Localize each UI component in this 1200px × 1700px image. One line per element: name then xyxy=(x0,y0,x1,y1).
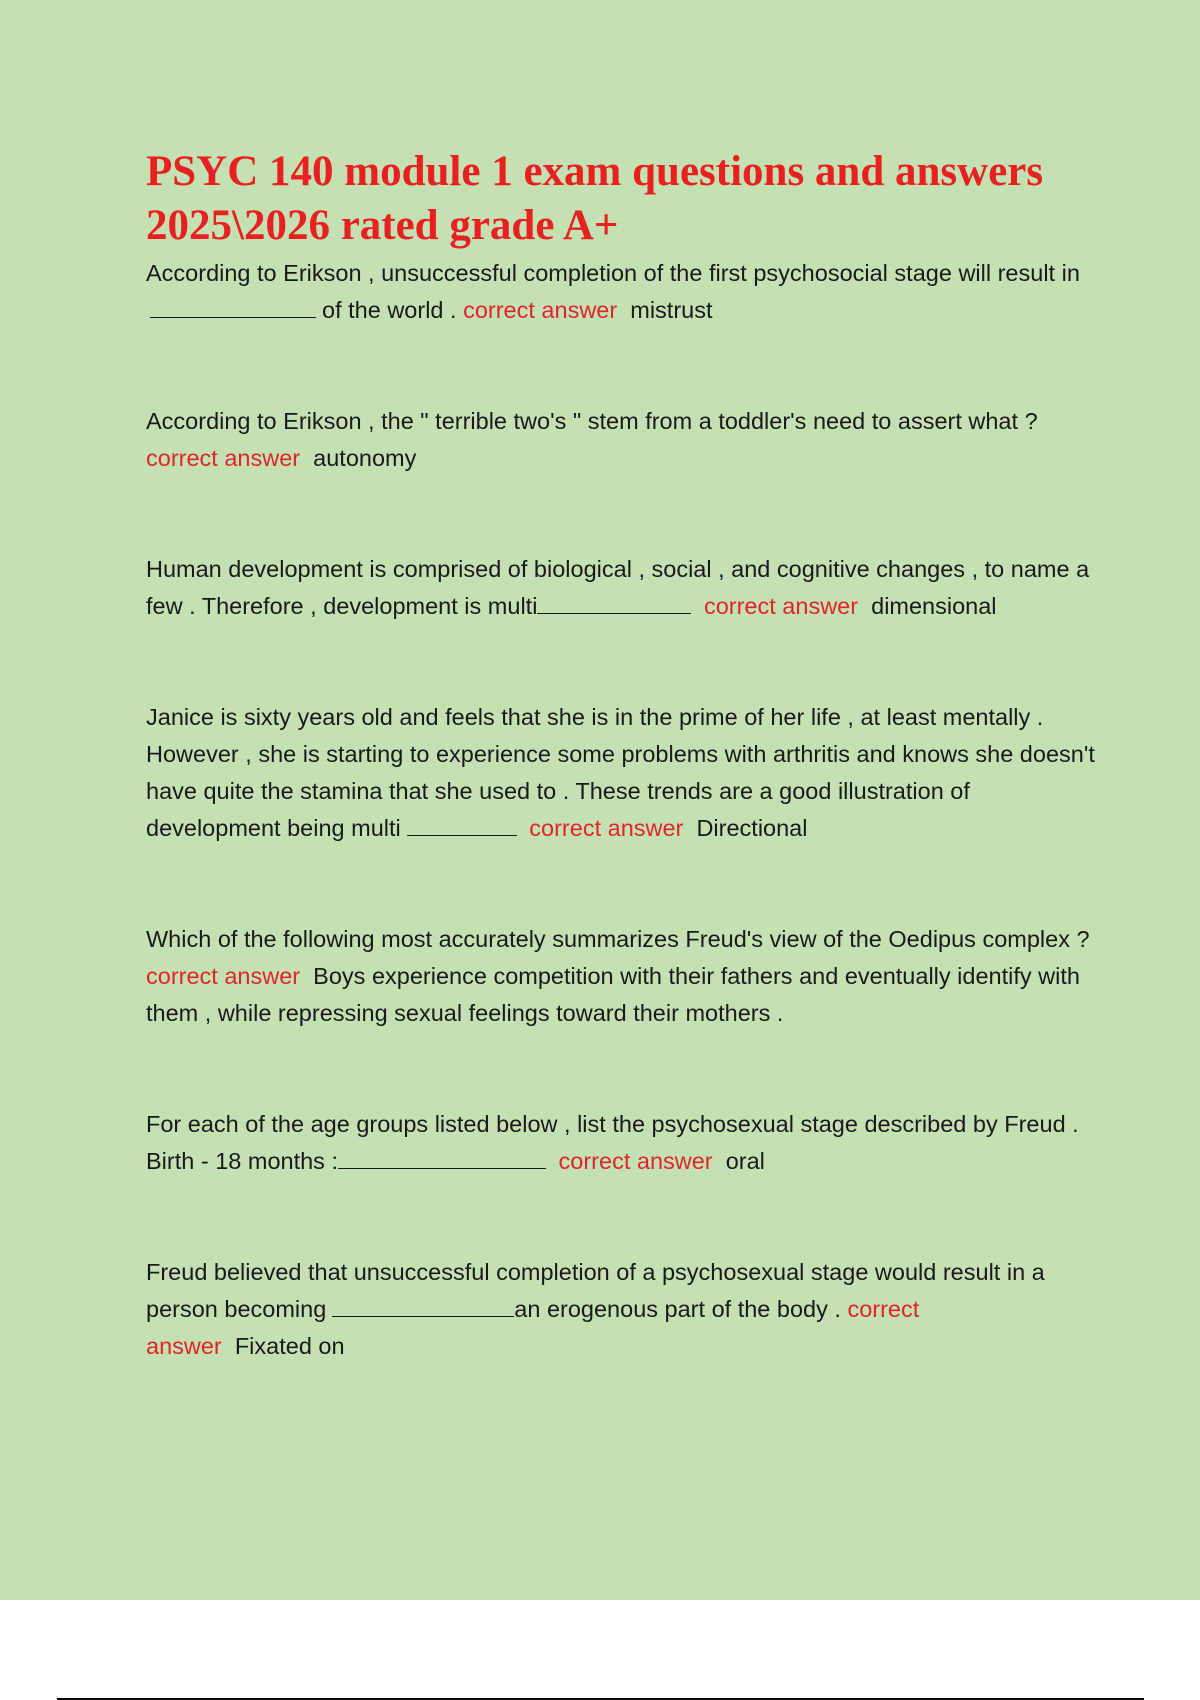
answer-blank xyxy=(537,593,691,614)
question-item xyxy=(146,403,1096,477)
question-text-continued: of the world . xyxy=(322,297,457,323)
question-item xyxy=(146,1254,1096,1365)
question-text: Janice is sixty years old and feels that she is in the prime of her life , at least mentally . However , she is starting to experience some problems with arthritis and knows she doesn't have quite the stamina that she used to . These trends are a good illustration of development being multi xyxy=(146,704,1095,841)
question-item xyxy=(146,699,1096,847)
correct-answer-label: correct answer xyxy=(558,1148,713,1174)
question-text: Which of the following most accurately summarizes Freud's view of the Oedipus complex ? xyxy=(146,926,1090,952)
answer-text: dimensional xyxy=(871,593,997,619)
answer-text: Boys experience competition with their fathers and eventually identify with them , while repressing sexual feelings toward their mothers . xyxy=(146,963,1080,1026)
question-text: According to Erikson , unsuccessful completion of the first psychosocial stage will result in xyxy=(146,260,1080,286)
answer-text: mistrust xyxy=(630,297,713,323)
answer-text: Fixated on xyxy=(234,1333,345,1359)
question-text: According to Erikson , the " terrible two's " stem from a toddler's need to assert what ? xyxy=(146,408,1038,434)
answer-blank xyxy=(332,1296,514,1317)
question-text: Human development is comprised of biological , social , and cognitive changes , to name a few . Therefore , development is multi xyxy=(146,556,1090,619)
answer-text: oral xyxy=(725,1148,765,1174)
answer-blank xyxy=(150,297,316,318)
question-item xyxy=(146,255,1096,329)
question-item xyxy=(146,551,1096,625)
correct-answer-label: correct answer xyxy=(146,445,301,471)
correct-answer-label: correct answer xyxy=(463,297,618,323)
correct-answer-label: correct answer xyxy=(146,963,301,989)
question-text-continued: an erogenous part of the body . xyxy=(514,1296,841,1322)
document-content xyxy=(146,145,1096,1365)
correct-answer-label: correct answer xyxy=(529,815,684,841)
correct-answer-label-part2: answer xyxy=(146,1333,222,1359)
document-title: PSYC 140 module 1 exam questions and answers 2025\2026 rated grade A+ xyxy=(146,148,1044,249)
answer-blank xyxy=(338,1148,546,1169)
answer-blank xyxy=(407,815,517,836)
question-text: For each of the age groups listed below , list the psychosexual stage described by Freud . Birth - 18 months : xyxy=(146,1111,1079,1174)
answer-text: Directional xyxy=(696,815,808,841)
question-item xyxy=(146,921,1096,1032)
question-item xyxy=(146,1106,1096,1180)
answer-text: autonomy xyxy=(313,445,417,471)
correct-answer-label: correct answer xyxy=(703,593,859,619)
question-text: Freud believed that unsuccessful completion of a psychosexual stage would result in a person becoming xyxy=(146,1259,1045,1322)
correct-answer-label-part1: correct xyxy=(847,1296,920,1322)
